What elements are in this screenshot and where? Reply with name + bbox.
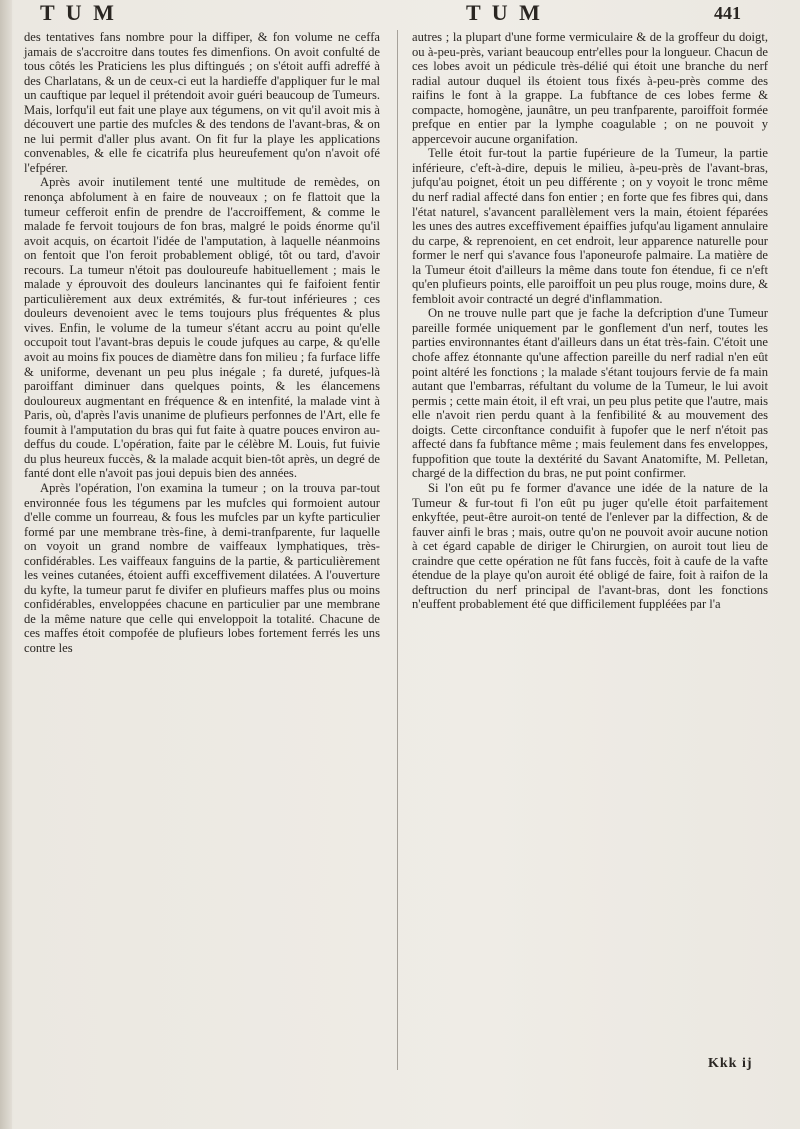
page-binding-shadow	[0, 0, 12, 1129]
paragraph: On ne trouve nulle part que je fache la defcription d'une Tumeur pareille formée uniquement par le gonflement d'un nerf, toutes les parties environnantes étant d'ailleurs dans un état très-fain. C'étoit une chofe affez étonnante qu'une affection pareille du nerf radial n'en eût point altéré les fonctions ; la malade s'étant toujours fervie de fa main autant que l'embarras, réfultant du volume de la Tumeur, le lui avoit permis ; cette main étoit, il eft vrai, un peu plus petite que l'autre, mais elle n'avoit rien perdu quant à la fenfibilité & au mouvement des doigts. Cette circonftance conduifit à fupofer que le nerf n'étoit pas affecté dans fa fubftance même ; mais feulement dans fes enveloppes, fuppofition que toute la dextérité du Savant Anatomifte, M. Pelletan, chargé de la diffection du bras, ne put point confirmer.	[412, 306, 768, 481]
column-divider	[397, 30, 398, 1070]
paragraph: autres ; la plupart d'une forme vermiculaire & de la groffeur du doigt, ou à-peu-près, variant beaucoup entr'elles pour la longueur. Chacun de ces lobes avoit un pédicule très-délié qui étoit une branche du nerf radial autour duquel ils étoient tous fixés à-peu-près comme des raifins le font à la grappe. La fubftance de ces lobes ferme & compacte, homogène, jaunâtre, un peu tranfparente, paroiffoit formée prefque en entier par la lymphe coagulable ; on ne pouvoit y appercevoir aucune organifation.	[412, 30, 768, 146]
right-column	[412, 30, 768, 612]
paragraph: Après avoir inutilement tenté une multitude de remèdes, on renonça abfolument à en faire de nouveaux ; on fe flattoit que la tumeur cefferoit enfin de prendre de l'accroiffement, & comme le malade fe fervoit toujours de fon bras, malgré le poids énorme qu'il avoit acquis, on écartoit l'idée de l'amputation, à laquelle néanmoins on fentoit que l'on feroit probablement obligé, tôt ou tard, d'avoir recours. La tumeur n'étoit pas douloureufe habituellement ; mais le malade y éprouvoit des douleurs lancinantes qui fe faifoient fentir particulièrement aux deux extrémités, & fur-tout inférieures ; ces douleurs devenoient avec le tems toujours plus fréquentes & plus vives. Enfin, le volume de la tumeur s'étant accru au point qu'elle occupoit tout l'avant-bras depuis le coude jufques au carpe, & qu'elle avoit au moins fix pouces de diamètre dans fon milieu ; fa furface liffe & uniforme, devenant un peu plus inégale ; fa dureté, jufques-là paroiffant diminuer dans quelques points, & les élancemens douloureux augmentant en fréquence & en intenfité, la malade vint à Paris, où, d'après l'avis unanime de plufieurs perfonnes de l'Art, elle fe foumit à l'amputation du bras qui fut faite à quatre pouces environ au-deffus du coude. L'opération, faite par le célèbre M. Louis, fut fuivie du plus heureux fuccès, & la malade acquit bien-tôt après, un degré de fanté dont elle n'avoit pas joui depuis bien des années.	[24, 175, 380, 481]
left-column	[24, 30, 380, 656]
page-number: 441	[714, 3, 741, 23]
signature-mark: Kkk ij	[708, 1056, 753, 1071]
running-head-left: T U M	[40, 0, 117, 25]
running-header	[0, 0, 800, 28]
paragraph: Si l'on eût pu fe former d'avance une idée de la nature de la Tumeur & fur-tout fi l'on eût pu juger qu'elle étoit parfaitement enkyftée, peut-être auroit-on tenté de l'enlever par la diffection, & de fauver ainfi le bras ; mais, outre qu'on ne pouvoit avoir aucune notion à cet égard capable de diriger le Chirurgien, on auroit tout lieu de craindre que cette opération ne fût fans fuccès, foit à caufe de la vafte étendue de la playe qu'on auroit été obligé de faire, foit à raifon de la deftruction du nerf principal de l'avant-bras, dont les fonctions n'euffent probablement été que difficilement fuppléées par l'a	[412, 480, 768, 612]
paragraph: Telle étoit fur-tout la partie fupérieure de la Tumeur, la partie inférieure, c'eft-à-dire, depuis le milieu, à-peu-près de l'avant-bras, jufqu'au poignet, étoit un peu différente ; on y voyoit le tronc même du nerf radial affecté dans fon entier ; en forte que fes fibres qui, dans l'état naturel, s'avancent parallèlement vers la main, étoient féparées les unes des autres exceffivement épaiffies jufqu'au ligament annulaire du carpe, & reprenoient, en cet endroit, leur apparence naturelle pour former le nerf qui s'avance fous l'aponeurofe palmaire. La matière de la Tumeur étoit d'ailleurs la même dans toute fon étendue, fi ce n'eft qu'en plufieurs points, elle paroiffoit un peu plus rouge, moins dure, & fembloit avoir contracté un degré d'inflammation.	[412, 146, 768, 306]
running-head-right: T U M	[466, 0, 543, 25]
paragraph: Après l'opération, l'on examina la tumeur ; on la trouva par-tout environnée fous les tégumens par les mufcles qui formoient autour d'elle comme un fourreau, & fous les mufcles par un kyfte particulier formé par une membrane très-fine, à demi-tranfparente, fur laquelle on voyoit un grand nombre de vaiffeaux lymphatiques, très-confidérables. Les vaiffeaux fanguins de la partie, & particulièrement les veines cutanées, étoient auffi exceffivement dilatées. A l'ouverture du kyfte, la tumeur parut fe divifer en plufieurs maffes plus ou moins confidérables, enveloppées chacune en particulier par une membrane de la même nature que celle qui enveloppoit la totalité. Chacune de ces maffes étoit compofée de plufieurs lobes fortement ferrés les uns contre les	[24, 480, 380, 655]
paragraph: des tentatives fans nombre pour la diffiper, & fon volume ne ceffa jamais de s'accroitre dans toutes fes dimenfions. On avoit confulté de tous côtés les Praticiens les plus diftingués ; on s'étoit auffi adreffé à des Charlatans, & un de ceux-ci eut la hardieffe d'appliquer fur le mal un cauftique par lequel il prétendoit avoir guéri beaucoup de Tumeurs. Mais, lorfqu'il eut fait une playe aux tégumens, on vit qu'il avoit mis à découvert une partie des mufcles & des tendons de l'avant-bras, & on ne lui permit d'aller plus avant. On fit fur la playe les applications convenables, & elle fe cicatrifa plus heureufement qu'on n'avoit ofé l'efpérer.	[24, 30, 380, 175]
